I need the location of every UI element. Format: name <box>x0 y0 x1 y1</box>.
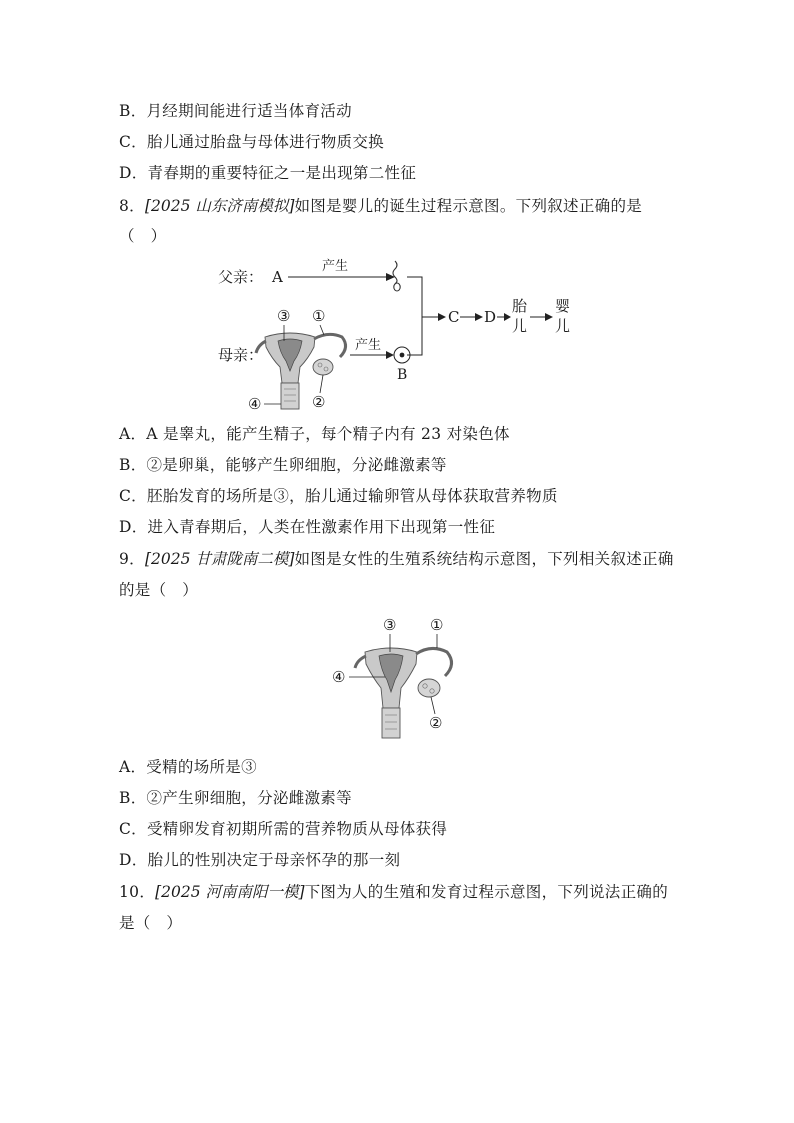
label-a: A <box>272 268 283 286</box>
sperm-icon <box>393 261 400 291</box>
q10-stem <box>119 882 668 902</box>
leader-line <box>431 697 435 714</box>
label-4: ④ <box>248 395 262 413</box>
baby-char-2: 儿 <box>555 317 571 335</box>
arrowhead <box>386 351 394 359</box>
q8-answer-paren: （ ） <box>119 227 167 245</box>
q9-option-a: A．受精的场所是③ <box>119 758 257 776</box>
q7-option-b: B．月经期间能进行适当体育活动 <box>119 102 352 120</box>
q9-source: [2025 甘肃陇南二模] <box>144 550 295 568</box>
label-2: ② <box>312 393 326 411</box>
label-3: ③ <box>277 307 291 325</box>
label-b: B <box>397 367 408 383</box>
q9-stem-text: 如图是女性的生殖系统结构示意图，下列相关叙述正确 <box>294 550 674 568</box>
arrowhead <box>545 313 553 321</box>
q9-option-b: B．②产生卵细胞，分泌雌激素等 <box>119 789 352 807</box>
leader-line <box>320 375 323 393</box>
q9-stem <box>119 549 674 569</box>
arrowhead <box>475 313 483 321</box>
label-1: ① <box>312 307 326 325</box>
q8-option-c: C．胚胎发育的场所是③，胎儿通过输卵管从母体获取营养物质 <box>119 487 558 505</box>
q9-stem-line2: 的是（ ） <box>119 581 199 599</box>
q8-option-d: D．进入青春期后，人类在性激素作用下出现第一性征 <box>119 518 496 536</box>
q8-source: [2025 山东济南模拟] <box>144 197 295 215</box>
arrowhead <box>438 313 446 321</box>
q10-stem-text: 下图为人的生殖和发育过程示意图，下列说法正确的 <box>304 883 668 901</box>
baby-char-1: 婴 <box>555 297 571 315</box>
q8-birth-process-figure <box>210 255 590 415</box>
fetus-char-1: 胎 <box>512 297 528 315</box>
merge-bracket <box>407 277 422 355</box>
fetus-char-2: 儿 <box>512 317 528 335</box>
label-4: ④ <box>332 668 346 686</box>
q7-option-d: D．青春期的重要特征之一是出现第二性征 <box>119 164 417 182</box>
q10-number: 10． <box>119 883 156 901</box>
produce-label-1: 产生 <box>322 259 349 274</box>
female-reproductive-system-illustration <box>256 333 346 409</box>
q10-source: [2025 河南南阳一模] <box>155 883 305 901</box>
q8-number: 8． <box>119 197 145 215</box>
leader-line <box>320 325 324 335</box>
arrowhead <box>504 313 511 321</box>
produce-label-2: 产生 <box>355 338 382 353</box>
q9-number: 9． <box>119 550 145 568</box>
q7-option-c: C．胎儿通过胎盘与母体进行物质交换 <box>119 133 384 151</box>
label-2: ② <box>429 714 443 732</box>
mother-label: 母亲： <box>218 346 264 364</box>
q10-stem-line2: 是（ ） <box>119 914 183 932</box>
father-label: 父亲： <box>218 268 264 286</box>
q9-option-c: C．受精卵发育初期所需的营养物质从母体获得 <box>119 820 448 838</box>
q9-female-reproductive-figure <box>325 610 475 745</box>
q9-option-d: D．胎儿的性别决定于母亲怀孕的那一刻 <box>119 851 401 869</box>
label-3: ③ <box>383 616 397 634</box>
q8-stem <box>119 196 642 216</box>
q8-option-b: B．②是卵巢，能够产生卵细胞，分泌雌激素等 <box>119 456 447 474</box>
q8-option-a: A．A 是睾丸，能产生精子，每个精子内有 23 对染色体 <box>119 425 510 443</box>
label-1: ① <box>430 616 444 634</box>
label-c: C <box>448 308 460 326</box>
label-d: D <box>484 308 497 326</box>
q8-stem-text: 如图是婴儿的诞生过程示意图。下列叙述正确的是 <box>294 197 643 215</box>
